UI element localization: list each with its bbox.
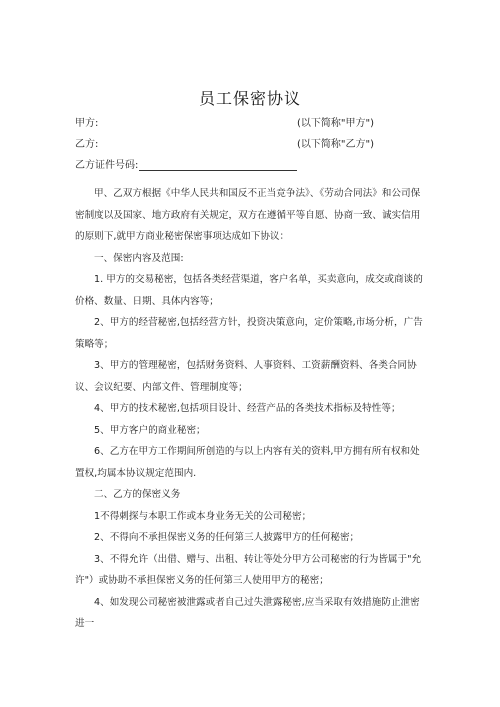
document-title: 员工保密协议	[198, 89, 301, 108]
paragraph-item: 4、甲方的技术秘密,包括项目设计、经营产品的各类技术指标及特性等；	[94, 403, 401, 414]
paragraph-item: 4、如发现公司秘密被泄露或者自己过失泄露秘密,应当采取有效措施防止泄密进一	[75, 596, 420, 629]
party-b-label: 乙方:	[75, 139, 99, 150]
paragraph-item: 2、甲方的经营秘密,包括经营方针，投资决策意向，定价策略,市场分析，广告策略等；	[75, 317, 423, 350]
paragraph-item: 2、不得向不承担保密义务的任何第三人披露甲方的任何秘密；	[94, 532, 360, 543]
party-b-note: (以下简称"乙方")	[297, 139, 375, 150]
paragraph-item: 1. 甲方的交易秘密，包括各类经营渠道，客户名单，买卖意向，成交或商谈的价格、数量、日期、具体内容等；	[75, 274, 423, 307]
paragraph-item: 5、甲方客户的商业秘密；	[94, 424, 206, 436]
id-number-blank	[139, 159, 297, 171]
paragraph-item: 1不得刺探与本职工作或本身业务无关的公司秘密；	[94, 510, 312, 522]
party-a-label: 甲方:	[75, 118, 99, 129]
party-a-note: (以下简称"甲方")	[297, 118, 375, 129]
agreement-body	[75, 183, 427, 635]
id-number-label: 乙方证件号码:	[75, 160, 139, 171]
paragraph-item: 3、甲方的管理秘密，包括财务资料、人事资料、工资薪酬资料、各类合同协议、会议纪要、内部文件、管理制度等；	[75, 360, 417, 393]
paragraph-item: 3、不得允许（出借、赠与、出租、转让等处分甲方公司秘密的行为皆属于"允许"）或协助不承担保密义务的任何第三人使用甲方的秘密；	[75, 553, 422, 586]
paragraph-item: 6、乙方在甲方工作期间所创造的与以上内容有关的资料,甲方拥有所有权和处置权,均属本协议规定范围内.	[75, 446, 420, 479]
paragraph-intro: 甲、乙双方根据《中华人民共和国反不正当竞争法》、《劳动合同法》和公司保密制度以及国家、地方政府有关规定，双方在遵循平等自愿、协商一致、诚实信用的原则下,就甲方商业秘密保密事项达成如下协议：	[75, 188, 421, 242]
id-number-line	[75, 156, 297, 171]
section-heading: 一、保密内容及范围:	[94, 252, 184, 264]
section-heading: 二、乙方的保密义务	[94, 489, 181, 500]
